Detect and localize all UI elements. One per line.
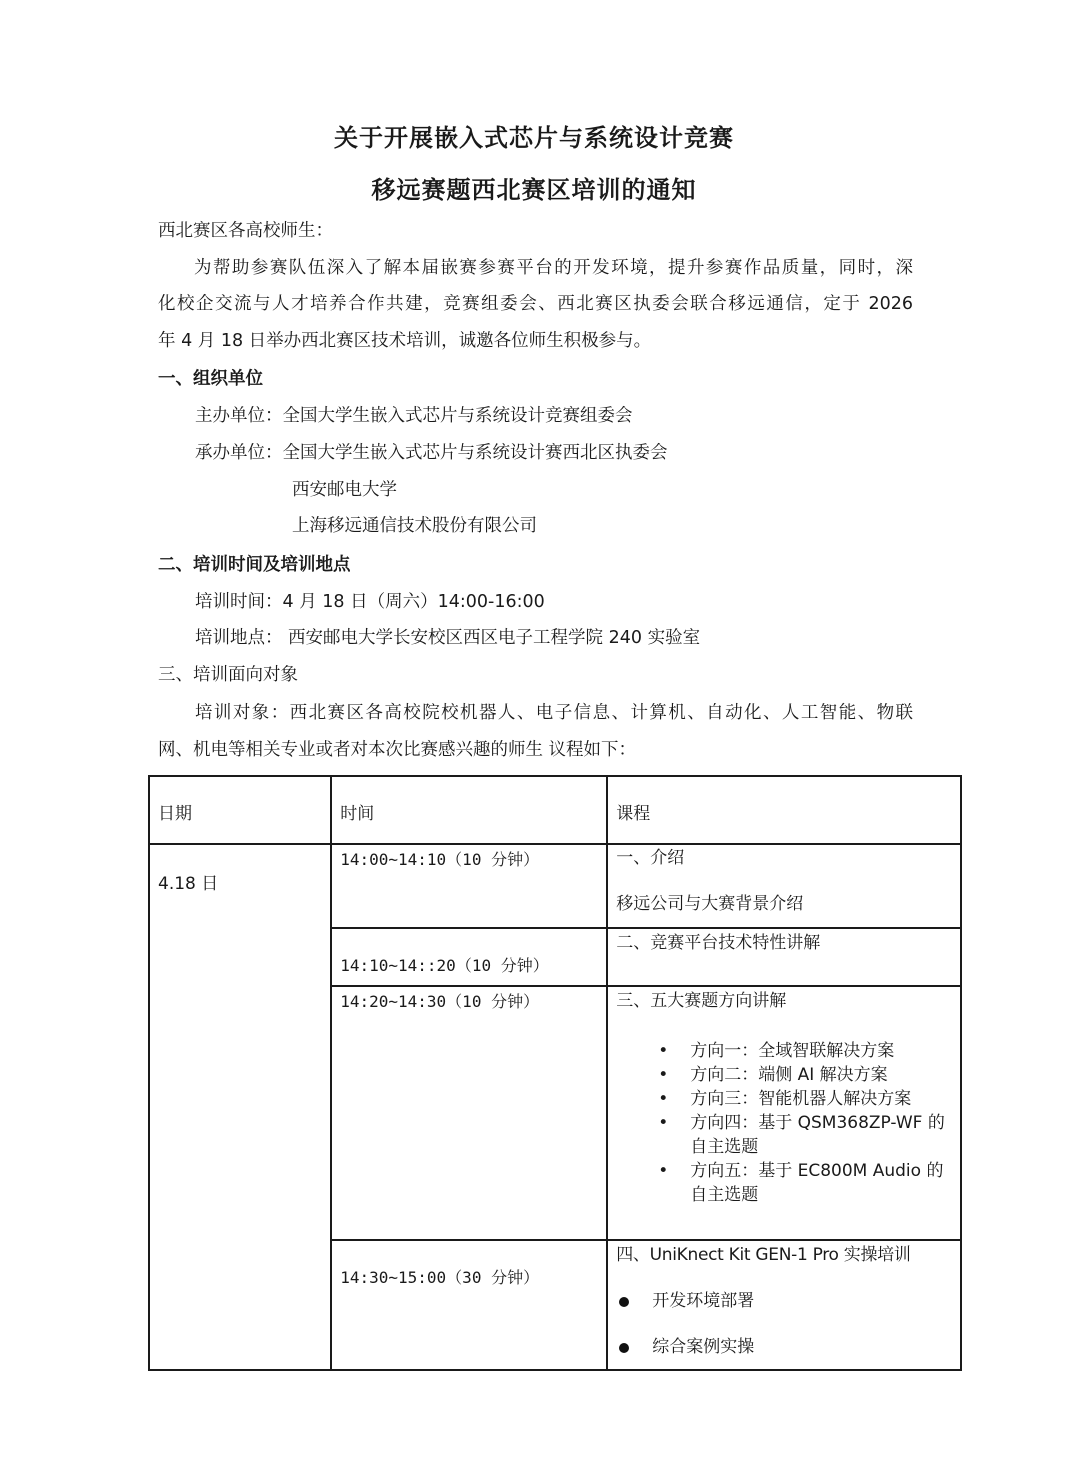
list-item: [616, 1289, 952, 1313]
course-title: 三、五大赛题方向讲解: [616, 991, 787, 1011]
date-value: 4.18 日: [158, 874, 219, 894]
agenda-table: [148, 775, 962, 1371]
header-date: 日期: [149, 776, 331, 844]
bullet-icon: [619, 1297, 629, 1307]
header-course: 课程: [607, 776, 961, 844]
list-item: • 方向二：端侧 AI 解决方案: [628, 1063, 952, 1087]
course-cell: [607, 1240, 961, 1370]
host-unit: 主办单位：全国大学生嵌入式芯片与系统设计竞赛组委会: [195, 406, 633, 426]
intro-line-3: 年 4 月 18 日举办西北赛区技术培训，诚邀各位师生积极参与。: [158, 331, 652, 351]
section2-heading: 二、培训时间及培训地点: [158, 555, 351, 575]
bullet-text: 开发环境部署: [652, 1291, 755, 1311]
course-title: 一、介绍: [616, 848, 685, 868]
list-item: • 方向一：全域智联解决方案: [628, 1039, 952, 1063]
course-title: 二、竞赛平台技术特性讲解: [616, 933, 821, 953]
direction-list: [616, 1039, 952, 1207]
list-item: • 方向三：智能机器人解决方案: [628, 1087, 952, 1111]
table-row: [149, 844, 961, 928]
bullet-icon: [619, 1343, 629, 1353]
date-cell: [149, 844, 331, 1370]
notice-title-line2: 移远赛题西北赛区培训的通知: [371, 175, 697, 204]
time-cell: [331, 844, 607, 928]
salutation: 西北赛区各高校师生：: [158, 221, 333, 241]
time-value: 14:30~15:00（30 分钟）: [340, 1268, 540, 1287]
time-value: 14:20~14:30（10 分钟）: [340, 992, 540, 1011]
course-cell: [607, 928, 961, 986]
course-title: 四、UniKnect Kit GEN-1 Pro 实操培训: [616, 1245, 911, 1265]
list-item: • 方向五：基于 EC800M Audio 的自主选题: [628, 1159, 952, 1207]
bullet-text: 综合案例实操: [652, 1337, 755, 1357]
time-cell: [331, 928, 607, 986]
audience-line-1: 培训对象：西北赛区各高校院校机器人、电子信息、计算机、自动化、人工智能、物联: [195, 703, 913, 723]
table-header-row: [149, 776, 961, 844]
intro-line-1: 为帮助参赛队伍深入了解本届嵌赛参赛平台的开发环境，提升参赛作品质量，同时，深: [194, 258, 913, 278]
course-cell: [607, 844, 961, 928]
course-detail: 移远公司与大赛背景介绍: [616, 894, 804, 914]
header-time: 时间: [331, 776, 607, 844]
notice-title-line1: 关于开展嵌入式芯片与系统设计竞赛: [334, 123, 734, 152]
list-item: • 方向四：基于 QSM368ZP-WF 的自主选题: [628, 1111, 952, 1159]
course-cell: [607, 986, 961, 1240]
training-place: 培训地点： 西安邮电大学长安校区西区电子工程学院 240 实验室: [195, 628, 701, 648]
section3-heading: 三、培训面向对象: [158, 665, 298, 685]
organizer-unit-3: 上海移远通信技术股份有限公司: [292, 516, 537, 536]
training-time: 培训时间：4 月 18 日（周六）14:00-16:00: [195, 592, 545, 612]
time-value: 14:10~14::20（10 分钟）: [340, 956, 549, 975]
organizer-unit-2: 西安邮电大学: [292, 480, 397, 500]
section1-heading: 一、组织单位: [158, 369, 263, 389]
audience-line-2: 网、机电等相关专业或者对本次比赛感兴趣的师生 议程如下：: [158, 740, 637, 760]
intro-line-2: 化校企交流与人才培养合作共建，竞赛组委会、西北赛区执委会联合移远通信，定于 2026: [158, 294, 913, 314]
time-cell: [331, 986, 607, 1240]
time-value: 14:00~14:10（10 分钟）: [340, 850, 540, 869]
organizer-unit: 承办单位：全国大学生嵌入式芯片与系统设计赛西北区执委会: [195, 443, 668, 463]
list-item: [616, 1335, 952, 1359]
time-cell: [331, 1240, 607, 1370]
